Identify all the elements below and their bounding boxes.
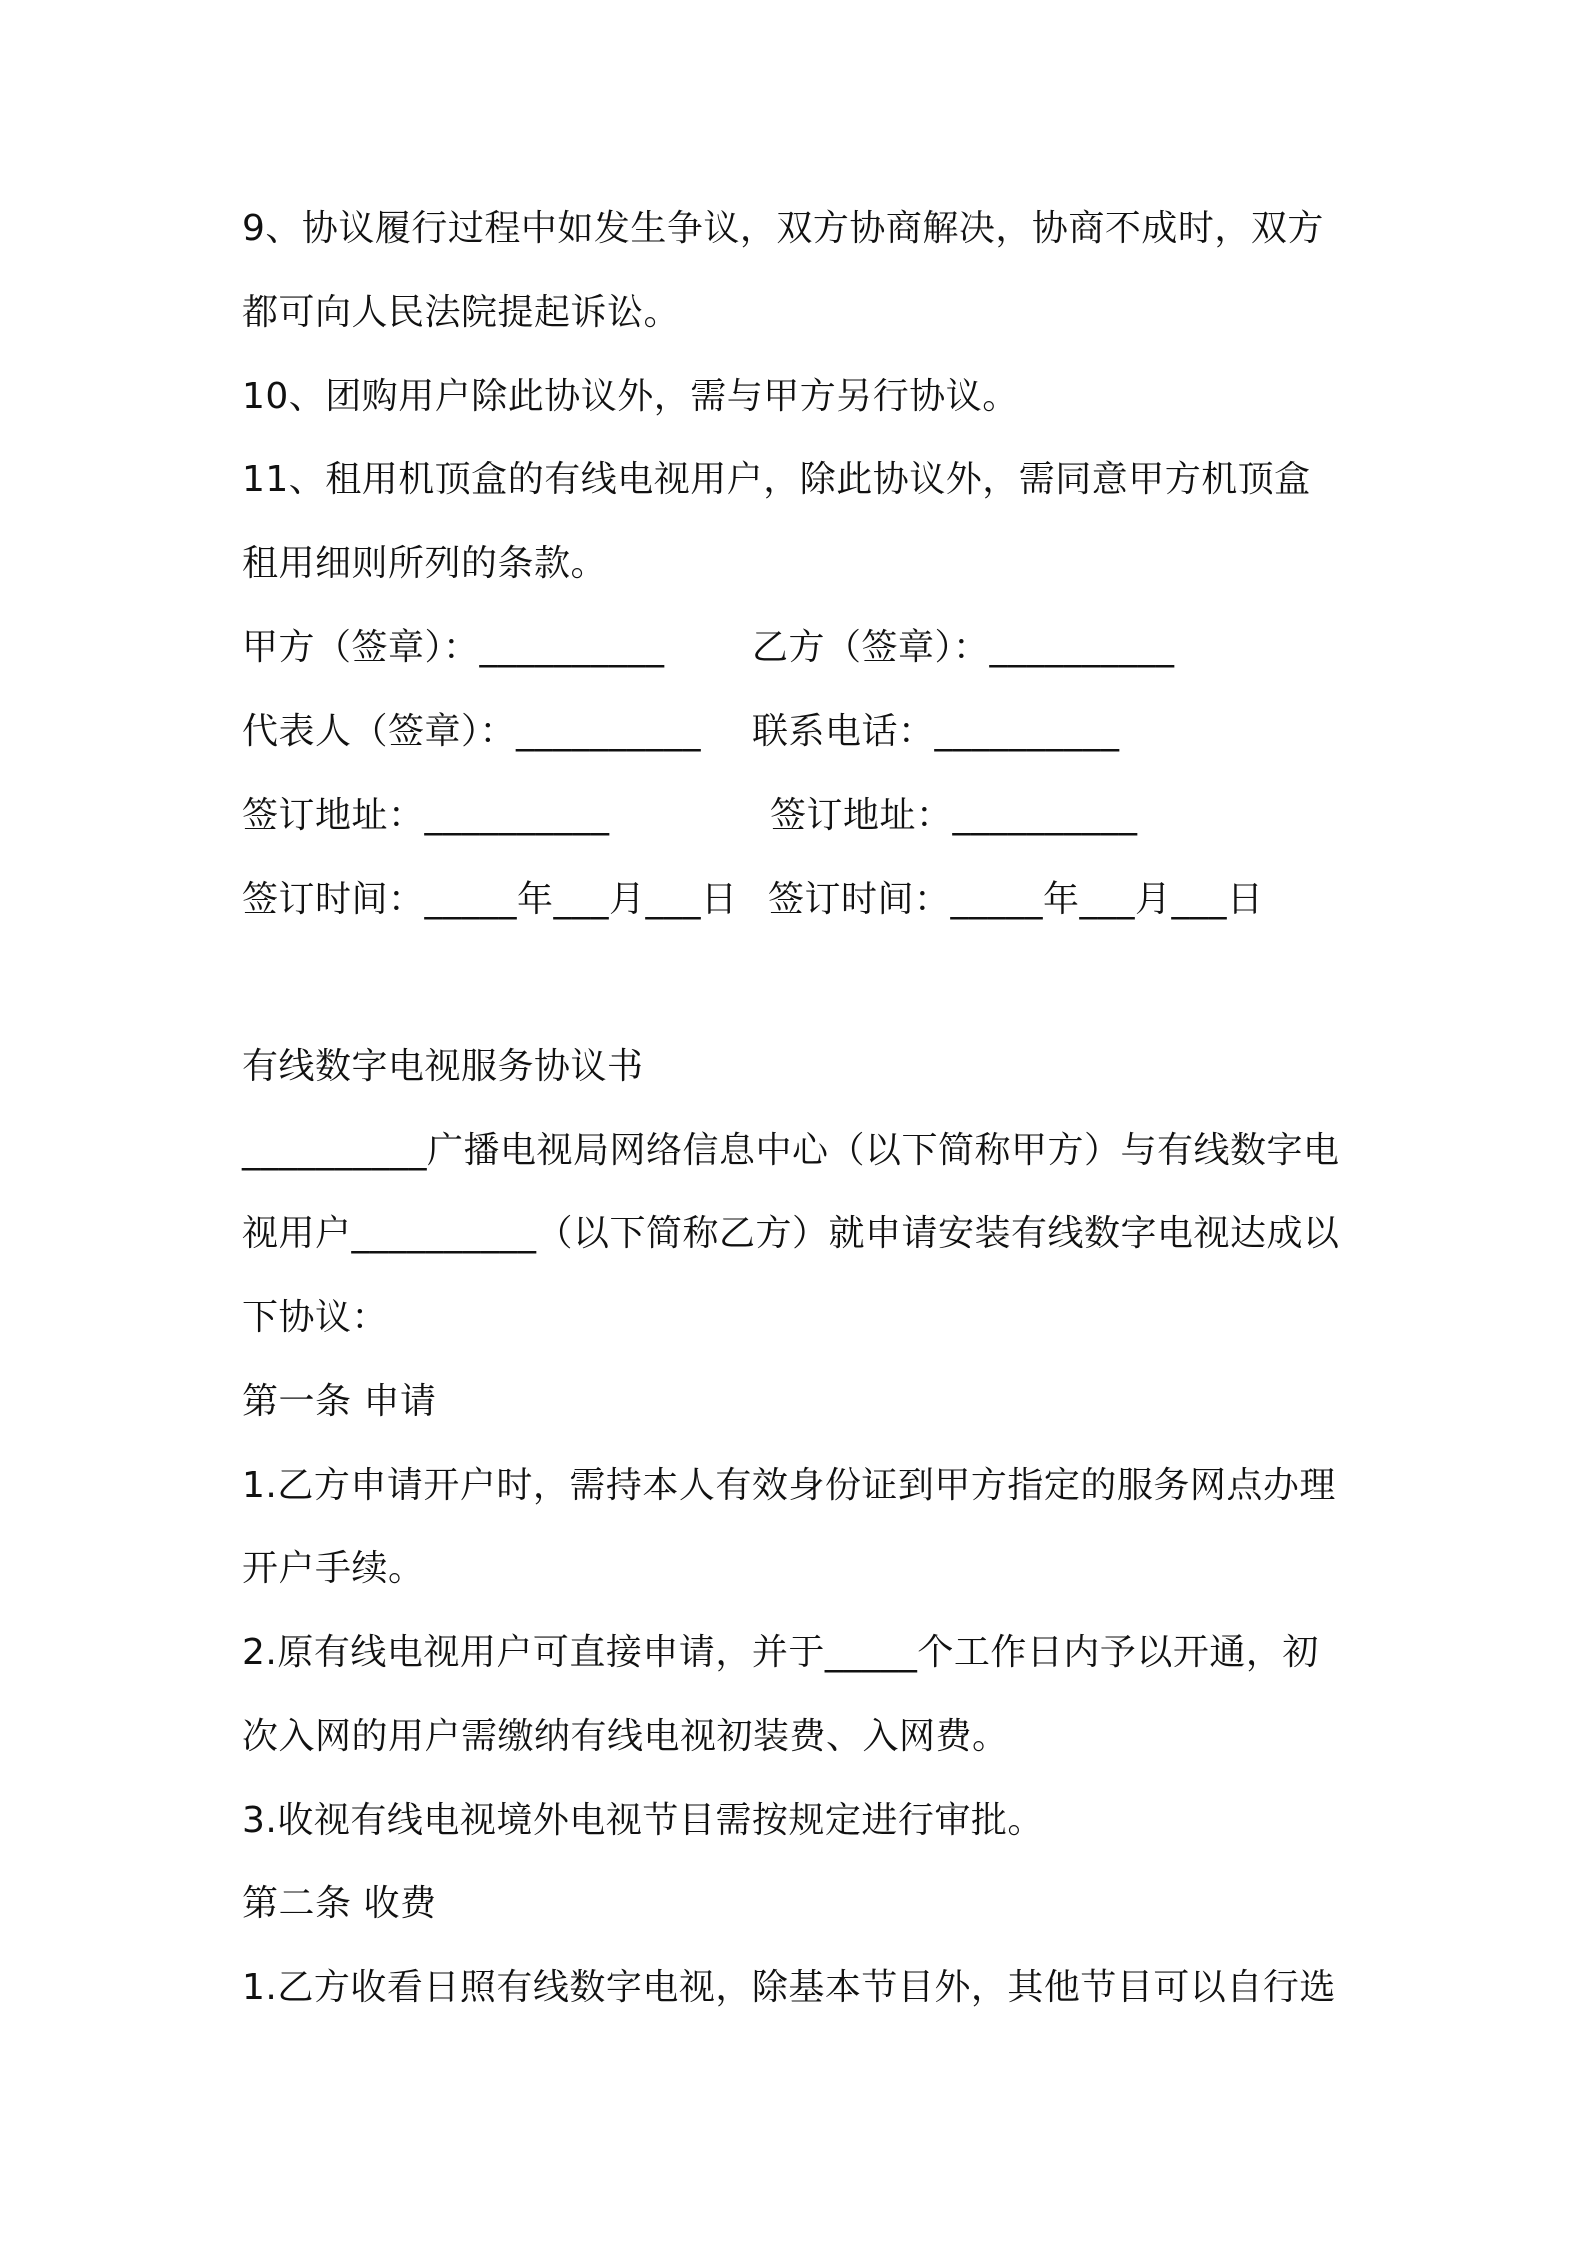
clause-9-line-1: 9、协议履行过程中如发生争议，双方协商解决，协商不成时，双方 — [242, 208, 1324, 249]
article-1-heading: 第一条 申请 — [242, 1381, 437, 1422]
article-1-item-2-line-2: 次入网的用户需缴纳有线电视初装费、入网费。 — [242, 1716, 1009, 1757]
signing-address-a: 签订地址：__________ — [242, 795, 610, 836]
intro-line-3: 下协议： — [242, 1297, 389, 1338]
party-b-signature: 乙方（签章）：__________ — [752, 627, 1175, 668]
clause-10: 10、团购用户除此协议外，需与甲方另行协议。 — [242, 376, 1019, 417]
article-1-item-2-line-1: 2.原有线电视用户可直接申请，并于_____个工作日内予以开通，初 — [242, 1632, 1319, 1673]
clause-9-line-2: 都可向人民法院提起诉讼。 — [242, 292, 681, 333]
article-2-heading: 第二条 收费 — [242, 1883, 437, 1924]
intro-line-2: 视用户__________（以下简称乙方）就申请安装有线数字电视达成以 — [242, 1213, 1340, 1254]
clause-11-line-2: 租用细则所列的条款。 — [242, 543, 608, 584]
signing-address-b: 签订地址：__________ — [770, 795, 1138, 836]
signing-date-a: 签订时间：_____年___月___日 — [242, 879, 738, 920]
clause-11-line-1: 11、租用机顶盒的有线电视用户，除此协议外，需同意甲方机顶盒 — [242, 459, 1311, 500]
article-2-item-1-line-1: 1.乙方收看日照有线数字电视，除基本节目外，其他节目可以自行选 — [242, 1967, 1336, 2008]
intro-line-1: __________广播电视局网络信息中心（以下简称甲方）与有线数字电 — [242, 1130, 1340, 1171]
article-1-item-3: 3.收视有线电视境外电视节目需按规定进行审批。 — [242, 1800, 1044, 1841]
article-1-item-1-line-1: 1.乙方申请开户时，需持本人有效身份证到甲方指定的服务网点办理 — [242, 1465, 1336, 1506]
article-1-item-1-line-2: 开户手续。 — [242, 1548, 425, 1589]
agreement-title: 有线数字电视服务协议书 — [242, 1046, 644, 1087]
signing-date-b: 签订时间：_____年___月___日 — [768, 879, 1264, 920]
representative-signature: 代表人（签章）：__________ — [242, 711, 702, 752]
party-a-signature: 甲方（签章）：__________ — [242, 627, 665, 668]
contact-phone: 联系电话：__________ — [752, 711, 1120, 752]
